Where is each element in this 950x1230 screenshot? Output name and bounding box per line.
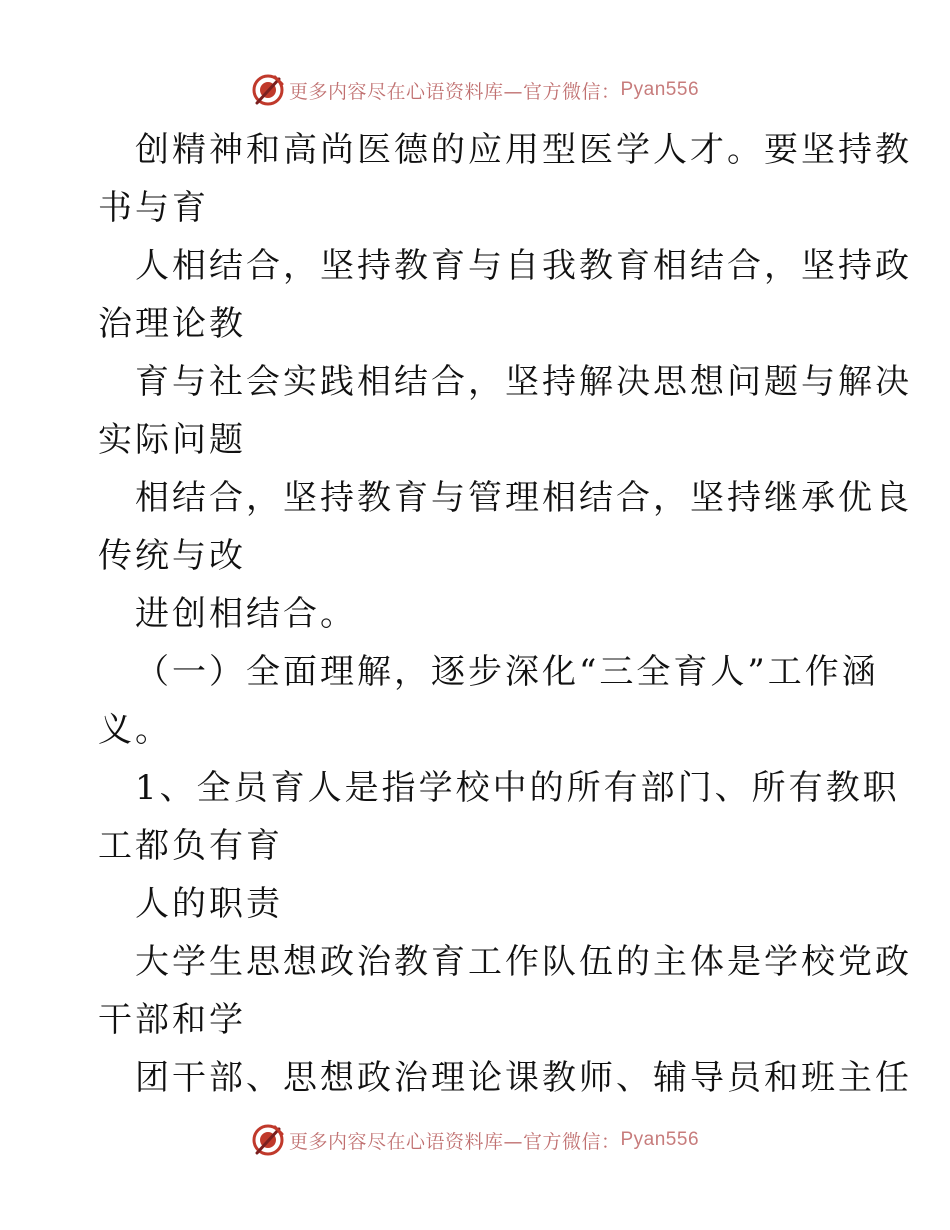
watermark-wechat-id: Pyan556 [620,1129,700,1150]
text-line: 人相结合，坚持教育与自我教育相结合，坚持政 [135,246,912,286]
text-line: 治理论教 [98,304,246,344]
text-line: 人的职责 [135,884,283,924]
text-line: 育与社会实践相结合，坚持解决思想问题与解决 [135,362,912,402]
watermark-text: 更多内容尽在心语资料库—官方微信： [288,1130,621,1153]
pen-logo-icon [251,73,285,107]
document-body [98,121,912,1107]
pen-logo-icon [251,1123,285,1157]
watermark-text: 更多内容尽在心语资料库—官方微信： [288,80,621,103]
text-line: 书与育 [98,188,209,228]
watermark-wechat-id: Pyan556 [620,79,700,100]
text-line: （一）全面理解，逐步深化“三全育人”工作涵 [135,652,879,692]
text-line: 实际问题 [98,420,246,460]
footer-watermark [0,1122,950,1158]
header-watermark [0,72,950,108]
text-line: 大学生思想政治教育工作队伍的主体是学校党政 [135,942,912,982]
text-line: 工都负有育 [98,826,283,866]
text-line: 团干部、思想政治理论课教师、辅导员和班主任 [135,1058,912,1098]
text-line: 干部和学 [98,1000,246,1040]
text-line: 进创相结合。 [135,594,357,634]
text-line: 相结合，坚持教育与管理相结合，坚持继承优良 [135,478,912,518]
text-line: 义。 [98,710,172,750]
text-line: 创精神和高尚医德的应用型医学人才。要坚持教 [135,130,912,170]
text-line: 传统与改 [98,536,246,576]
text-line: 1、全员育人是指学校中的所有部门、所有教职 [135,768,900,808]
